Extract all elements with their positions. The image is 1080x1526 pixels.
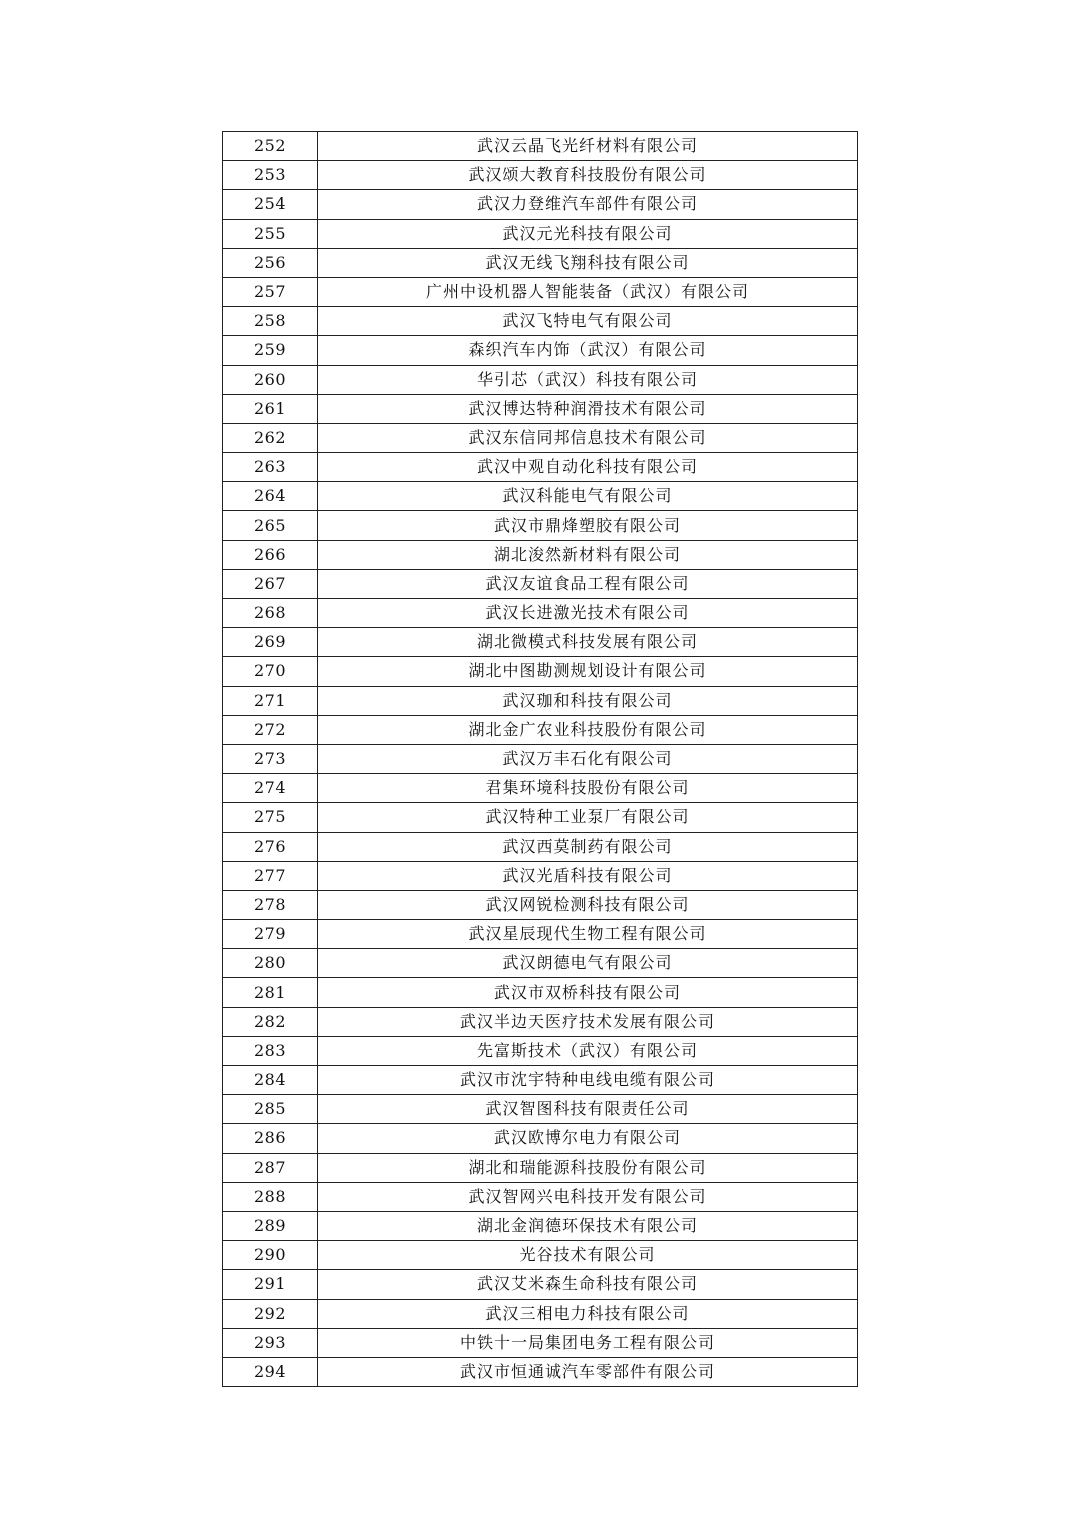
- table-row: [223, 599, 858, 628]
- company-name-cell: 武汉半边天医疗技术发展有限公司: [318, 1007, 858, 1036]
- company-name-cell: 武汉特种工业泵厂有限公司: [318, 803, 858, 832]
- table-row: [223, 686, 858, 715]
- company-name-cell: 武汉市沈宇特种电线电缆有限公司: [318, 1066, 858, 1095]
- table-row: [223, 132, 858, 161]
- company-name-cell: 武汉光盾科技有限公司: [318, 861, 858, 890]
- company-name-cell: 湖北金润德环保技术有限公司: [318, 1211, 858, 1240]
- row-number-cell: 276: [223, 832, 318, 861]
- company-name-cell: 武汉星辰现代生物工程有限公司: [318, 920, 858, 949]
- table-row: [223, 1007, 858, 1036]
- table-row: [223, 803, 858, 832]
- table-row: [223, 1270, 858, 1299]
- table-row: [223, 1211, 858, 1240]
- table-row: [223, 482, 858, 511]
- row-number-cell: 254: [223, 190, 318, 219]
- company-name-cell: 武汉朗德电气有限公司: [318, 949, 858, 978]
- company-name-cell: 先富斯技术（武汉）有限公司: [318, 1036, 858, 1065]
- row-number-cell: 274: [223, 774, 318, 803]
- table-row: [223, 219, 858, 248]
- company-name-cell: 武汉友谊食品工程有限公司: [318, 569, 858, 598]
- row-number-cell: 290: [223, 1241, 318, 1270]
- company-list-table: [222, 131, 858, 1387]
- company-name-cell: 武汉东信同邦信息技术有限公司: [318, 423, 858, 452]
- row-number-cell: 291: [223, 1270, 318, 1299]
- company-name-cell: 武汉珈和科技有限公司: [318, 686, 858, 715]
- row-number-cell: 269: [223, 628, 318, 657]
- table-row: [223, 423, 858, 452]
- company-name-cell: 武汉市恒通诚汽车零部件有限公司: [318, 1357, 858, 1386]
- row-number-cell: 270: [223, 657, 318, 686]
- table-row: [223, 715, 858, 744]
- row-number-cell: 289: [223, 1211, 318, 1240]
- company-name-cell: 武汉颂大教育科技股份有限公司: [318, 161, 858, 190]
- row-number-cell: 257: [223, 277, 318, 306]
- table-row: [223, 1066, 858, 1095]
- table-row: [223, 861, 858, 890]
- row-number-cell: 294: [223, 1357, 318, 1386]
- row-number-cell: 265: [223, 511, 318, 540]
- company-name-cell: 武汉欧博尔电力有限公司: [318, 1124, 858, 1153]
- row-number-cell: 288: [223, 1182, 318, 1211]
- company-name-cell: 武汉长进激光技术有限公司: [318, 599, 858, 628]
- company-name-cell: 武汉无线飞翔科技有限公司: [318, 248, 858, 277]
- company-name-cell: 武汉力登维汽车部件有限公司: [318, 190, 858, 219]
- row-number-cell: 267: [223, 569, 318, 598]
- company-name-cell: 光谷技术有限公司: [318, 1241, 858, 1270]
- table-row: [223, 248, 858, 277]
- company-name-cell: 华引芯（武汉）科技有限公司: [318, 365, 858, 394]
- table-row: [223, 1182, 858, 1211]
- company-name-cell: 中铁十一局集团电务工程有限公司: [318, 1328, 858, 1357]
- company-name-cell: 湖北和瑞能源科技股份有限公司: [318, 1153, 858, 1182]
- company-name-cell: 武汉西莫制药有限公司: [318, 832, 858, 861]
- row-number-cell: 275: [223, 803, 318, 832]
- row-number-cell: 273: [223, 744, 318, 773]
- table-row: [223, 1036, 858, 1065]
- table-row: [223, 832, 858, 861]
- table-row: [223, 949, 858, 978]
- row-number-cell: 263: [223, 453, 318, 482]
- row-number-cell: 262: [223, 423, 318, 452]
- company-name-cell: 君集环境科技股份有限公司: [318, 774, 858, 803]
- company-name-cell: 湖北浚然新材料有限公司: [318, 540, 858, 569]
- row-number-cell: 255: [223, 219, 318, 248]
- table-row: [223, 744, 858, 773]
- row-number-cell: 287: [223, 1153, 318, 1182]
- table-row: [223, 978, 858, 1007]
- table-row: [223, 890, 858, 919]
- row-number-cell: 266: [223, 540, 318, 569]
- company-name-cell: 湖北金广农业科技股份有限公司: [318, 715, 858, 744]
- row-number-cell: 252: [223, 132, 318, 161]
- row-number-cell: 293: [223, 1328, 318, 1357]
- row-number-cell: 279: [223, 920, 318, 949]
- company-name-cell: 武汉博达特种润滑技术有限公司: [318, 394, 858, 423]
- table-row: [223, 365, 858, 394]
- table-row: [223, 628, 858, 657]
- company-name-cell: 武汉市双桥科技有限公司: [318, 978, 858, 1007]
- table-row: [223, 307, 858, 336]
- table-row: [223, 1357, 858, 1386]
- table-row: [223, 161, 858, 190]
- table-row: [223, 1095, 858, 1124]
- table-row: [223, 657, 858, 686]
- row-number-cell: 256: [223, 248, 318, 277]
- table-row: [223, 540, 858, 569]
- company-name-cell: 武汉飞特电气有限公司: [318, 307, 858, 336]
- row-number-cell: 282: [223, 1007, 318, 1036]
- row-number-cell: 285: [223, 1095, 318, 1124]
- table-row: [223, 1124, 858, 1153]
- company-name-cell: 湖北微模式科技发展有限公司: [318, 628, 858, 657]
- table-row: [223, 1328, 858, 1357]
- company-name-cell: 武汉网锐检测科技有限公司: [318, 890, 858, 919]
- company-name-cell: 武汉智图科技有限责任公司: [318, 1095, 858, 1124]
- company-name-cell: 湖北中图勘测规划设计有限公司: [318, 657, 858, 686]
- row-number-cell: 283: [223, 1036, 318, 1065]
- company-name-cell: 武汉中观自动化科技有限公司: [318, 453, 858, 482]
- company-name-cell: 武汉万丰石化有限公司: [318, 744, 858, 773]
- company-list-body: [223, 132, 858, 1387]
- table-row: [223, 277, 858, 306]
- company-name-cell: 武汉云晶飞光纤材料有限公司: [318, 132, 858, 161]
- row-number-cell: 278: [223, 890, 318, 919]
- table-row: [223, 1241, 858, 1270]
- company-name-cell: 森织汽车内饰（武汉）有限公司: [318, 336, 858, 365]
- table-row: [223, 190, 858, 219]
- company-name-cell: 武汉科能电气有限公司: [318, 482, 858, 511]
- table-row: [223, 774, 858, 803]
- row-number-cell: 272: [223, 715, 318, 744]
- row-number-cell: 281: [223, 978, 318, 1007]
- table-row: [223, 1299, 858, 1328]
- row-number-cell: 259: [223, 336, 318, 365]
- row-number-cell: 277: [223, 861, 318, 890]
- row-number-cell: 280: [223, 949, 318, 978]
- company-name-cell: 武汉元光科技有限公司: [318, 219, 858, 248]
- row-number-cell: 260: [223, 365, 318, 394]
- table-row: [223, 1153, 858, 1182]
- row-number-cell: 292: [223, 1299, 318, 1328]
- table-row: [223, 453, 858, 482]
- row-number-cell: 286: [223, 1124, 318, 1153]
- company-name-cell: 武汉三相电力科技有限公司: [318, 1299, 858, 1328]
- row-number-cell: 271: [223, 686, 318, 715]
- row-number-cell: 258: [223, 307, 318, 336]
- row-number-cell: 284: [223, 1066, 318, 1095]
- company-name-cell: 武汉市鼎烽塑胶有限公司: [318, 511, 858, 540]
- table-row: [223, 394, 858, 423]
- table-row: [223, 336, 858, 365]
- company-name-cell: 武汉艾米森生命科技有限公司: [318, 1270, 858, 1299]
- company-name-cell: 武汉智网兴电科技开发有限公司: [318, 1182, 858, 1211]
- table-row: [223, 569, 858, 598]
- row-number-cell: 264: [223, 482, 318, 511]
- row-number-cell: 253: [223, 161, 318, 190]
- row-number-cell: 268: [223, 599, 318, 628]
- table-row: [223, 920, 858, 949]
- company-name-cell: 广州中设机器人智能装备（武汉）有限公司: [318, 277, 858, 306]
- table-row: [223, 511, 858, 540]
- row-number-cell: 261: [223, 394, 318, 423]
